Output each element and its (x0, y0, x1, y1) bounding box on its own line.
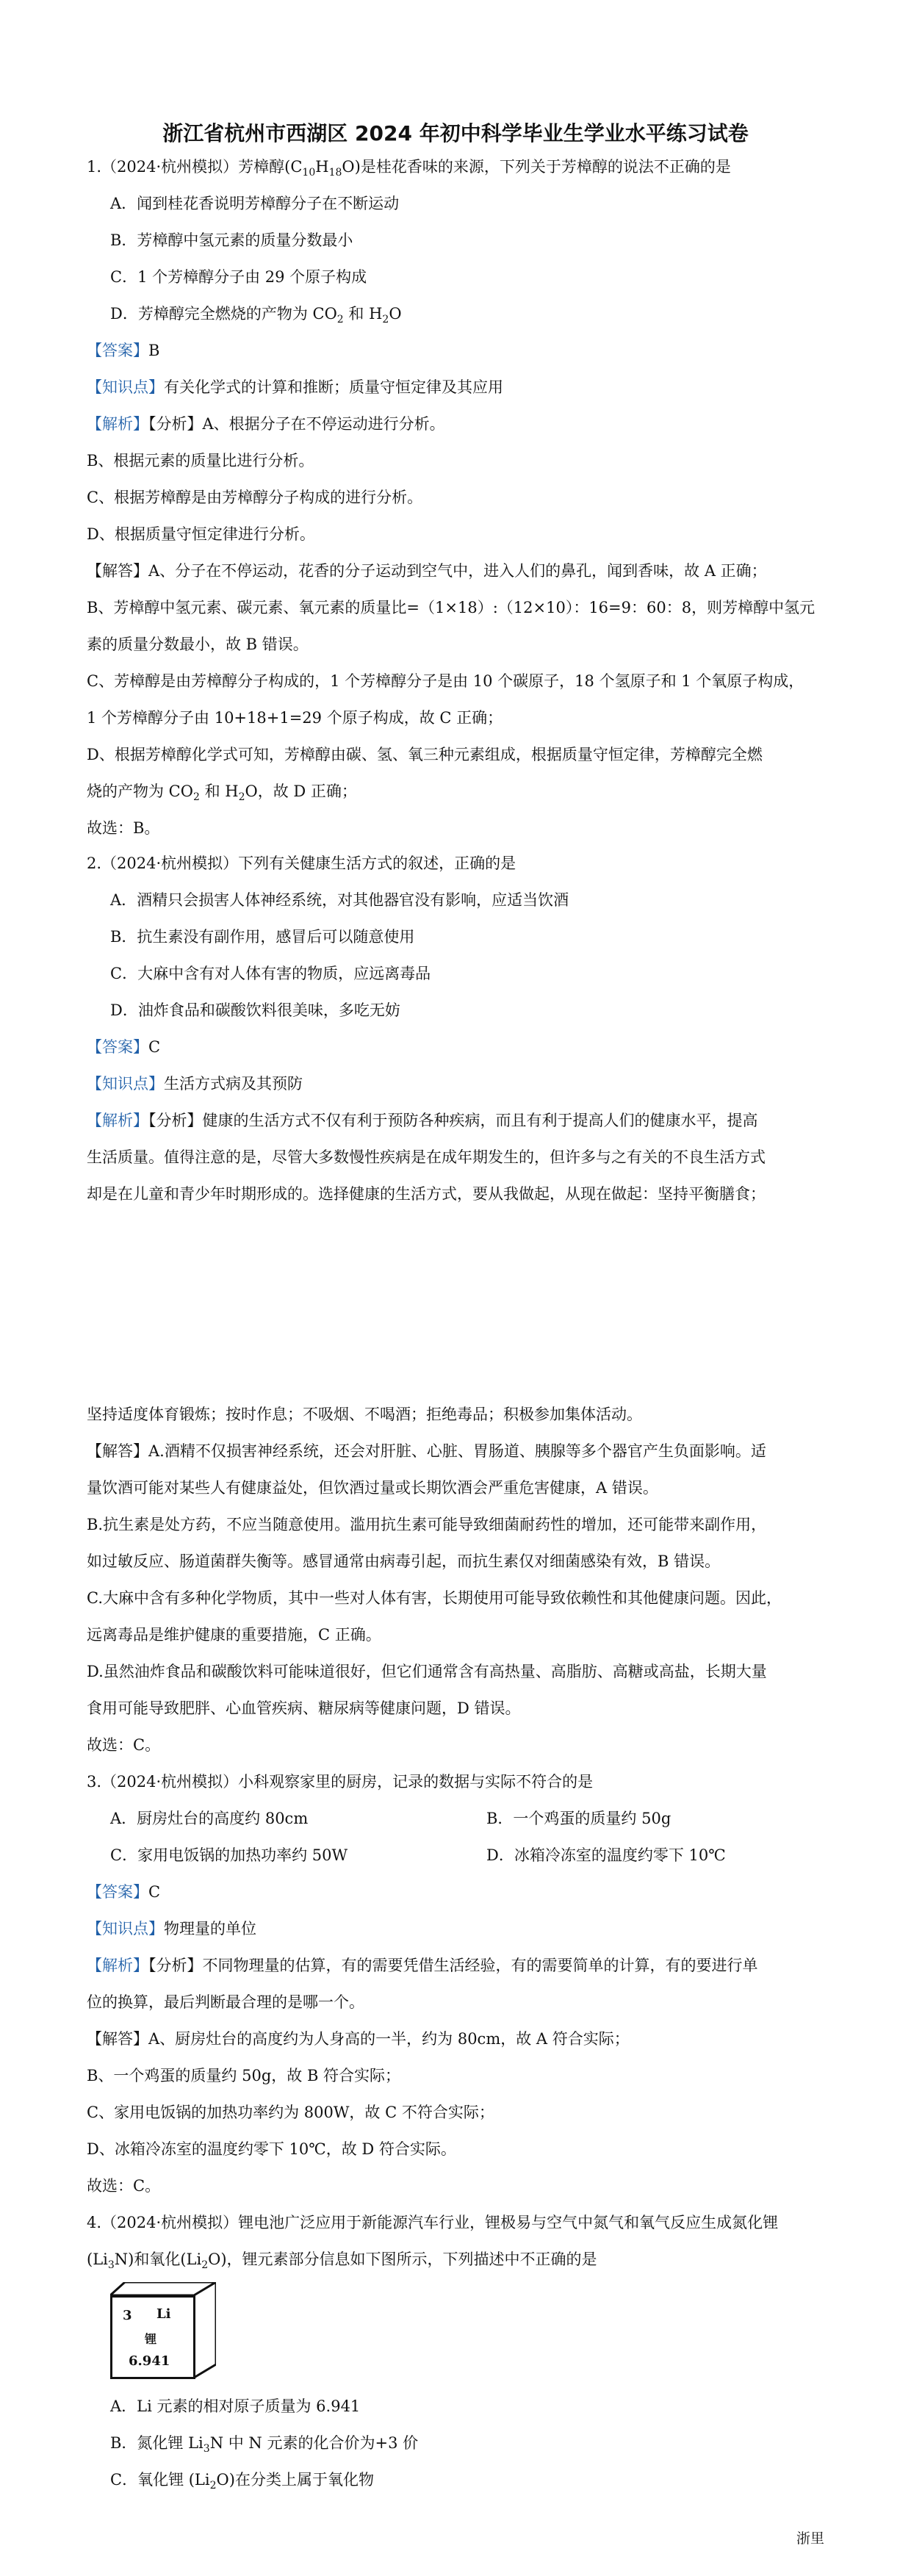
q1-line: D、根据质量守恒定律进行分析。 (87, 525, 315, 543)
element-name: 锂 (145, 2332, 157, 2346)
q1-option-b: B．芳樟醇中氢元素的质量分数最小 (110, 231, 353, 249)
q2-knowledge: 【知识点】生活方式病及其预防 (87, 1075, 303, 1093)
q1-line: B、芳樟醇中氢元素、碳元素、氧元素的质量比=（1×18）:（12×10）：16=9：60：8，则芳樟醇中氢元 (87, 599, 815, 616)
q3-solution-line: 【解答】A、厨房灶台的高度约为人身高的一半，约为 80cm，故 A 符合实际； (87, 2030, 630, 2048)
q1-line: B、根据元素的质量比进行分析。 (87, 452, 314, 469)
q1-knowledge: 【知识点】有关化学式的计算和推断；质量守恒定律及其应用 (87, 378, 503, 396)
q3-option-d: D．冰箱冷冻室的温度约零下 10℃ (486, 1846, 726, 1864)
q4-stem-line-2: $(Li_3N)$和氧化$(Li_2O)$，锂元素部分信息如下图所示，下列描述中不正确的是 (87, 2251, 597, 2271)
q2-analysis: 【解析】【分析】健康的生活方式不仅有利于预防各种疾病，而且有利于提高人们的健康水平，提高 (87, 1112, 758, 1129)
q4-stem: 4.（2024·杭州模拟）锂电池广泛应用于新能源汽车行业，锂极易与空气中氮气和氧气反应生成氮化锂 (87, 2214, 779, 2231)
q2-analysis-line: 却是在儿童和青少年时期形成的。选择健康的生活方式，要从我做起，从现在做起：坚持平衡膳食； (87, 1185, 766, 1203)
element-cell (110, 2295, 195, 2379)
q1-line-last: 烧的产物为 $CO_2$ 和 $H_2O$，故 D 正确； (87, 782, 357, 803)
q2-analysis-line: 生活质量。值得注意的是，尽管大多数慢性疾病是在成年期发生的，但许多与之有关的不良生活方式 (87, 1148, 766, 1166)
q4-option-c: C．氧化锂 $(Li_2O)$在分类上属于氧化物 (110, 2471, 374, 2492)
q3-solution-line: B、一个鸡蛋的质量约 50g，故 B 符合实际； (87, 2067, 401, 2084)
q3-answer: 【答案】C (87, 1883, 161, 1901)
q3-stem: 3.（2024·杭州模拟）小科观察家里的厨房，记录的数据与实际不符合的是 (87, 1773, 594, 1791)
page-title: 浙江省杭州市西湖区 2024 年初中科学毕业生学业水平练习试卷 (162, 121, 749, 145)
q3-solution-line: C、家用电饭锅的加热功率约为 800W，故 C 不符合实际； (87, 2104, 494, 2121)
q3-conclusion: 故选：C。 (87, 2177, 161, 2195)
q3-analysis-line: 位的换算，最后判断最合理的是哪一个。 (87, 1993, 364, 2011)
page-footer: 浙里 (796, 2530, 824, 2547)
q1-line: 【解答】A、分子在不停运动，花香的分子运动到空气中，进入人们的鼻孔，闻到香味，故 A 正确； (87, 562, 767, 580)
q2-stem: 2.（2024·杭州模拟）下列有关健康生活方式的叙述，正确的是 (87, 855, 516, 872)
q3-options-row-1 (110, 1807, 852, 1830)
q2-conclusion: 故选：C。 (87, 1736, 161, 1754)
q3-solution-line: D、冰箱冷冻室的温度约零下 10℃，故 D 符合实际。 (87, 2140, 456, 2158)
q3-knowledge: 【知识点】物理量的单位 (87, 1920, 256, 1938)
q1-stem: 1.（2024·杭州模拟）芳樟醇$(C_{10}H_{18}O)$是桂花香味的来源，下列关于芳樟醇的说法不正确的是 (87, 158, 731, 179)
lithium-element-card (103, 2278, 220, 2388)
q1-answer: 【答案】B (87, 342, 160, 359)
q4-option-b: B．氮化锂 $Li_3N$ 中 N 元素的化合价为+3 价 (110, 2434, 419, 2455)
q1-conclusion: 故选：B。 (87, 819, 160, 837)
q1-option-c: C．1 个芳樟醇分子由 29 个原子构成 (110, 268, 367, 286)
q1-option-d: D．芳樟醇完全燃烧的产物为 $CO_2$ 和 $H_2O$ (110, 305, 402, 325)
q1-line: 1 个芳樟醇分子由 10+18+1=29 个原子构成，故 C 正确； (87, 709, 503, 727)
q2-solution-line: 远离毒品是维护健康的重要措施，C 正确。 (87, 1626, 381, 1644)
q1-line: C、根据芳樟醇是由芳樟醇分子构成的进行分析。 (87, 489, 423, 506)
q2-option-d: D．油炸食品和碳酸饮料很美味，多吃无妨 (110, 1001, 400, 1019)
q2-solution-line: 食用可能导致肥胖、心血管疾病、糖尿病等健康问题，D 错误。 (87, 1699, 521, 1717)
q3-option-c: C．家用电饭锅的加热功率约 50W (110, 1846, 348, 1864)
q1-option-a: A．闻到桂花香说明芳樟醇分子在不断运动 (110, 195, 400, 212)
q2-solution-line: B.抗生素是处方药，不应当随意使用。滥用抗生素可能导致细菌耐药性的增加，还可能带来副作用， (87, 1516, 767, 1533)
cube-side-face (194, 2282, 216, 2379)
q2-answer: 【答案】C (87, 1038, 161, 1056)
q1-line: D、根据芳樟醇化学式可知，芳樟醇由碳、氢、氧三种元素组成，根据质量守恒定律，芳樟醇完全燃 (87, 746, 763, 763)
element-symbol: Li (156, 2306, 171, 2322)
q2-solution-line: D.虽然油炸食品和碳酸饮料可能味道很好，但它们通常含有高热量、高脂肪、高糖或高盐，长期大量 (87, 1663, 767, 1680)
q2-solution-line: 如过敏反应、肠道菌群失衡等。感冒通常由病毒引起，而抗生素仅对细菌感染有效，B 错误。 (87, 1553, 721, 1570)
q3-option-a: A．厨房灶台的高度约 80cm (110, 1810, 309, 1827)
q3-option-b: B．一个鸡蛋的质量约 50g (486, 1810, 671, 1827)
q1-line: 素的质量分数最小，故 B 错误。 (87, 636, 309, 653)
q3-options-row-2 (110, 1844, 852, 1866)
atomic-mass: 6.941 (129, 2353, 170, 2369)
q4-option-a: A．Li 元素的相对原子质量为 6.941 (110, 2397, 361, 2415)
q3-analysis: 【解析】【分析】不同物理量的估算，有的需要凭借生活经验，有的需要简单的计算，有的要进行单 (87, 1957, 758, 1974)
q2-option-c: C．大麻中含有对人体有害的物质，应远离毒品 (110, 965, 431, 982)
q2-analysis-line: 坚持适度体育锻炼；按时作息；不吸烟、不喝酒；拒绝毒品；积极参加集体活动。 (87, 1406, 642, 1423)
q2-option-a: A．酒精只会损害人体神经系统，对其他器官没有影响，应适当饮酒 (110, 891, 569, 909)
q2-solution-line: C.大麻中含有多种化学物质，其中一些对人体有害，长期使用可能导致依赖性和其他健康问题。因此， (87, 1589, 782, 1607)
q2-solution-line: 量饮酒可能对某些人有健康益处，但饮酒过量或长期饮酒会严重危害健康，A 错误。 (87, 1479, 658, 1497)
q2-option-b: B．抗生素没有副作用，感冒后可以随意使用 (110, 928, 415, 946)
q1-line: C、芳樟醇是由芳樟醇分子构成的，1 个芳樟醇分子是由 10 个碳原子，18 个氢原子和 1 个氧原子构成， (87, 672, 804, 690)
q2-solution-line: 【解答】A.酒精不仅损害神经系统，还会对肝脏、心脏、胃肠道、胰腺等多个器官产生负面影响。适 (87, 1442, 766, 1460)
atomic-number: 3 (123, 2308, 132, 2323)
q1-analysis: 【解析】【分析】A、根据分子在不停运动进行分析。 (87, 415, 445, 433)
